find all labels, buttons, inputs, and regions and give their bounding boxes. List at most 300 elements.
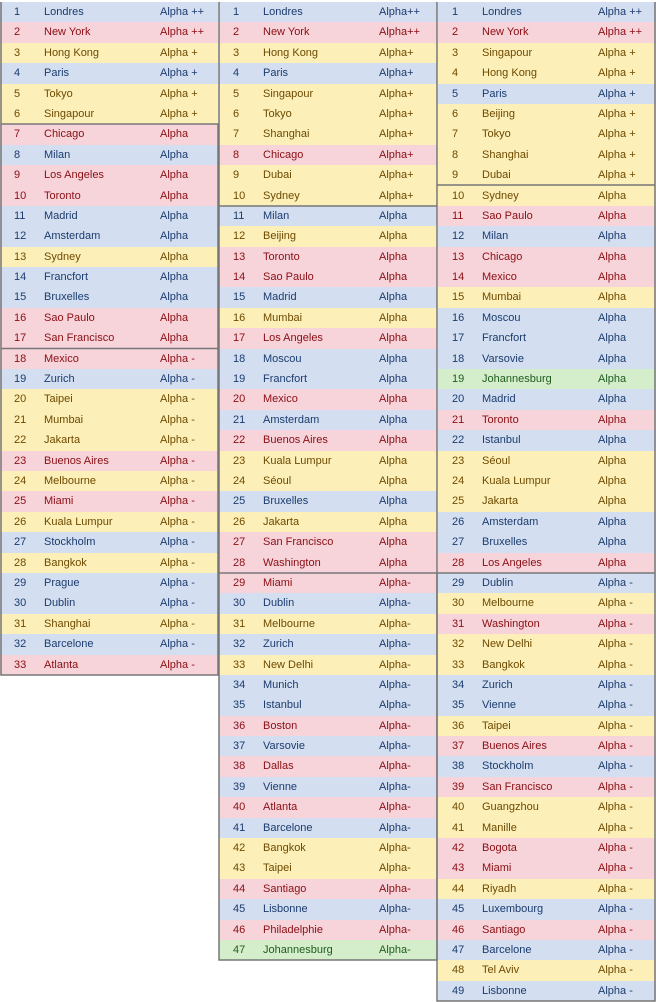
city-cell: Jakarta <box>482 495 519 508</box>
city-cell: Jakarta <box>44 434 81 447</box>
city-cell: Mumbai <box>482 291 522 304</box>
level-cell: Alpha- <box>379 617 411 630</box>
rank-cell: 23 <box>452 454 465 467</box>
level-cell: Alpha <box>379 536 408 549</box>
rank-cell: 4 <box>233 67 240 80</box>
city-cell: Bruxelles <box>482 536 528 549</box>
level-cell: Alpha <box>598 556 627 569</box>
rank-cell: 3 <box>14 46 21 59</box>
level-cell: Alpha ++ <box>160 26 205 39</box>
rank-cell: 16 <box>233 311 246 324</box>
rank-cell: 26 <box>452 515 465 528</box>
rank-cell: 7 <box>233 128 240 141</box>
rank-cell: 15 <box>14 291 27 304</box>
table-row <box>219 349 437 369</box>
rank-cell: 29 <box>14 576 27 589</box>
table-row <box>219 532 437 552</box>
city-cell: Barcelone <box>482 943 532 956</box>
city-cell: Chicago <box>44 128 85 141</box>
rank-cell: 2 <box>452 26 459 39</box>
rank-cell: 30 <box>14 597 27 610</box>
table-row <box>0 43 218 63</box>
city-cell: Shanghai <box>44 617 91 630</box>
level-cell: Alpha + <box>598 169 636 182</box>
table-row <box>219 675 437 695</box>
table-row <box>0 267 218 287</box>
table-row <box>0 491 218 511</box>
rank-cell: 10 <box>14 189 27 202</box>
rank-cell: 20 <box>14 393 27 406</box>
city-cell: Dublin <box>263 597 295 610</box>
level-cell: Alpha - <box>598 740 633 753</box>
table-row <box>438 899 656 919</box>
level-cell: Alpha + <box>160 46 198 59</box>
rank-cell: 8 <box>14 148 21 161</box>
rank-cell: 17 <box>14 332 27 345</box>
rank-cell: 29 <box>452 576 465 589</box>
rank-cell: 10 <box>452 189 465 202</box>
city-cell: Taipei <box>482 719 511 732</box>
table-row <box>438 818 656 838</box>
table-row <box>438 226 656 246</box>
city-cell: New Delhi <box>263 658 314 671</box>
city-cell: Los Angeles <box>44 169 104 182</box>
rank-cell: 13 <box>233 250 246 263</box>
city-cell: Miami <box>263 576 293 589</box>
level-cell: Alpha <box>379 209 408 222</box>
table-row <box>0 145 218 165</box>
level-cell: Alpha <box>379 556 408 569</box>
rank-cell: 38 <box>452 760 465 773</box>
level-cell: Alpha <box>598 332 627 345</box>
rank-cell: 24 <box>233 474 246 487</box>
city-cell: San Francisco <box>44 332 115 345</box>
city-cell: New York <box>263 26 310 39</box>
level-cell: Alpha ++ <box>598 6 643 18</box>
rank-cell: 25 <box>452 495 465 508</box>
table-row <box>219 84 437 104</box>
rank-cell: 49 <box>452 984 465 997</box>
rank-cell: 5 <box>452 87 459 100</box>
city-cell: Lisbonne <box>263 903 308 916</box>
rank-cell: 27 <box>233 536 246 549</box>
table-row <box>438 716 656 736</box>
level-cell: Alpha - <box>160 638 195 651</box>
table-row <box>0 634 218 654</box>
city-cell: Dubai <box>263 169 292 182</box>
city-cell: Santiago <box>263 882 307 895</box>
level-cell: Alpha <box>598 495 627 508</box>
rank-cell: 15 <box>452 291 465 304</box>
city-cell: Barcelone <box>263 821 313 834</box>
level-cell: Alpha - <box>160 617 195 630</box>
rank-cell: 14 <box>233 271 246 284</box>
rank-cell: 6 <box>14 107 21 120</box>
table-row <box>219 410 437 430</box>
city-cell: Varsovie <box>482 352 524 365</box>
rank-cell: 46 <box>452 923 465 936</box>
level-cell: Alpha <box>379 413 408 426</box>
rank-cell: 44 <box>452 882 465 895</box>
table-row <box>219 491 437 511</box>
rank-cell: 1 <box>233 6 240 18</box>
city-cell: Atlanta <box>44 658 79 671</box>
city-cell: Toronto <box>263 250 300 263</box>
level-cell: Alpha- <box>379 678 411 691</box>
city-cell: Amsterdam <box>263 413 320 426</box>
table-row <box>219 777 437 797</box>
table-row <box>219 940 437 960</box>
city-cell: Toronto <box>44 189 81 202</box>
city-cell: Washington <box>482 617 540 630</box>
rank-cell: 13 <box>452 250 465 263</box>
city-cell: Amsterdam <box>44 230 101 243</box>
rank-cell: 36 <box>233 719 246 732</box>
level-cell: Alpha + <box>598 67 636 80</box>
table-row <box>0 63 218 83</box>
city-cell: Taipei <box>263 862 292 875</box>
table-row <box>438 940 656 960</box>
city-cell: Mexico <box>44 352 79 365</box>
table-row <box>219 389 437 409</box>
city-cell: Paris <box>263 67 289 80</box>
table-row <box>438 247 656 267</box>
table-row <box>438 675 656 695</box>
table-row <box>438 2 656 22</box>
rank-cell: 17 <box>452 332 465 345</box>
city-cell: Londres <box>44 6 84 18</box>
city-cell: Chicago <box>482 250 523 263</box>
level-cell: Alpha - <box>160 495 195 508</box>
city-cell: Singapour <box>44 107 95 120</box>
level-cell: Alpha <box>379 271 408 284</box>
table-row <box>219 287 437 307</box>
rank-cell: 17 <box>233 332 246 345</box>
level-cell: Alpha <box>598 434 627 447</box>
level-cell: Alpha - <box>598 638 633 651</box>
city-cell: New Delhi <box>482 638 533 651</box>
city-cell: Munich <box>263 678 299 691</box>
table-row <box>0 124 218 144</box>
ranking-table-1 <box>0 2 218 675</box>
table-row <box>438 165 656 185</box>
table-row <box>219 165 437 185</box>
table-row <box>0 287 218 307</box>
table-row <box>438 369 656 389</box>
table-row <box>438 593 656 613</box>
level-cell: Alpha- <box>379 842 411 855</box>
level-cell: Alpha- <box>379 862 411 875</box>
table-row <box>438 287 656 307</box>
rank-cell: 16 <box>452 311 465 324</box>
level-cell: Alpha <box>160 230 189 243</box>
rank-cell: 44 <box>233 882 246 895</box>
city-cell: Sydney <box>263 189 300 202</box>
level-cell: Alpha <box>160 332 189 345</box>
city-cell: Guangzhou <box>482 801 539 814</box>
level-cell: Alpha++ <box>379 6 420 18</box>
level-cell: Alpha - <box>598 678 633 691</box>
rank-cell: 14 <box>452 271 465 284</box>
level-cell: Alpha <box>598 291 627 304</box>
table-row <box>0 206 218 226</box>
level-cell: Alpha - <box>160 413 195 426</box>
city-cell: Miami <box>44 495 74 508</box>
rank-cell: 47 <box>233 943 246 956</box>
city-cell: Sao Paulo <box>263 271 314 284</box>
city-cell: Beijing <box>263 230 297 243</box>
rank-cell: 9 <box>452 169 459 182</box>
level-cell: Alpha <box>598 454 627 467</box>
level-cell: Alpha - <box>598 882 633 895</box>
city-cell: Hong Kong <box>263 46 319 59</box>
city-cell: Jakarta <box>263 515 300 528</box>
table-row <box>219 104 437 124</box>
city-cell: Stockholm <box>482 760 534 773</box>
city-cell: Miami <box>482 862 512 875</box>
rank-cell: 13 <box>14 250 27 263</box>
table-row <box>0 593 218 613</box>
rank-cell: 32 <box>452 638 465 651</box>
table-row <box>0 512 218 532</box>
table-row <box>0 614 218 634</box>
table-row <box>0 186 218 206</box>
rank-cell: 12 <box>452 230 465 243</box>
level-cell: Alpha ++ <box>598 26 643 39</box>
level-cell: Alpha- <box>379 699 411 712</box>
rank-cell: 1 <box>452 6 459 18</box>
table-row <box>438 512 656 532</box>
level-cell: Alpha + <box>160 67 198 80</box>
table-row <box>438 532 656 552</box>
city-cell: Londres <box>482 6 522 18</box>
table-row <box>219 43 437 63</box>
city-cell: San Francisco <box>263 536 334 549</box>
level-cell: Alpha- <box>379 780 411 793</box>
rank-cell: 35 <box>452 699 465 712</box>
level-cell: Alpha <box>379 515 408 528</box>
table-row <box>438 960 656 980</box>
level-cell: Alpha - <box>160 576 195 589</box>
rank-cell: 7 <box>14 128 21 141</box>
rank-cell: 43 <box>452 862 465 875</box>
rank-cell: 37 <box>452 740 465 753</box>
table-row <box>438 756 656 776</box>
level-cell: Alpha+ <box>379 169 414 182</box>
rank-cell: 35 <box>233 699 246 712</box>
city-cell: Santiago <box>482 923 526 936</box>
rank-cell: 30 <box>233 597 246 610</box>
table-row <box>438 920 656 940</box>
level-cell: Alpha - <box>598 617 633 630</box>
level-cell: Alpha <box>379 454 408 467</box>
table-row <box>0 389 218 409</box>
level-cell: Alpha - <box>160 515 195 528</box>
table-row <box>438 491 656 511</box>
city-cell: Mexico <box>482 271 517 284</box>
table-row <box>438 63 656 83</box>
rank-cell: 21 <box>14 413 27 426</box>
city-cell: Sao Paulo <box>44 311 95 324</box>
table-row <box>219 797 437 817</box>
rank-cell: 24 <box>452 474 465 487</box>
ranking-table-3 <box>438 2 656 1001</box>
rank-cell: 1 <box>14 6 21 18</box>
level-cell: Alpha + <box>598 148 636 161</box>
city-cell: Tokyo <box>482 128 511 141</box>
level-cell: Alpha - <box>598 842 633 855</box>
level-cell: Alpha <box>379 393 408 406</box>
city-cell: Taipei <box>44 393 73 406</box>
level-cell: Alpha <box>379 434 408 447</box>
table-row <box>219 614 437 634</box>
city-cell: Mumbai <box>44 413 84 426</box>
city-cell: Melbourne <box>482 597 534 610</box>
city-cell: Madrid <box>44 209 78 222</box>
city-cell: Varsovie <box>263 740 305 753</box>
level-cell: Alpha <box>160 271 189 284</box>
rank-cell: 2 <box>233 26 240 39</box>
rank-cell: 31 <box>233 617 246 630</box>
city-cell: Vienne <box>482 699 517 712</box>
city-cell: Singapour <box>263 87 314 100</box>
table-row <box>219 879 437 899</box>
city-cell: Johannesburg <box>482 373 552 386</box>
table-row <box>438 451 656 471</box>
level-cell: Alpha <box>379 250 408 263</box>
city-cell: Toronto <box>482 413 519 426</box>
rank-cell: 11 <box>452 209 464 222</box>
table-row <box>219 369 437 389</box>
city-cell: Mexico <box>263 393 298 406</box>
city-cell: Bangkok <box>482 658 525 671</box>
city-cell: Bruxelles <box>263 495 309 508</box>
table-row <box>438 838 656 858</box>
rank-cell: 23 <box>233 454 246 467</box>
rank-cell: 25 <box>233 495 246 508</box>
city-cell: Hong Kong <box>482 67 538 80</box>
level-cell: Alpha - <box>160 474 195 487</box>
rank-cell: 33 <box>233 658 246 671</box>
level-cell: Alpha - <box>598 719 633 732</box>
rank-cell: 31 <box>14 617 27 630</box>
rank-cell: 16 <box>14 311 27 324</box>
rank-cell: 28 <box>14 556 27 569</box>
table-row <box>0 22 218 42</box>
rank-cell: 45 <box>233 903 246 916</box>
table-row <box>438 349 656 369</box>
level-cell: Alpha <box>160 169 189 182</box>
table-row <box>438 634 656 654</box>
city-cell: Paris <box>44 67 70 80</box>
level-cell: Alpha - <box>598 821 633 834</box>
city-cell: Dallas <box>263 760 294 773</box>
city-cell: Beijing <box>482 107 516 120</box>
table-row <box>438 879 656 899</box>
ranking-table-2 <box>219 2 437 960</box>
level-cell: Alpha- <box>379 943 411 956</box>
rank-cell: 15 <box>233 291 246 304</box>
level-cell: Alpha <box>379 230 408 243</box>
level-cell: Alpha + <box>598 46 636 59</box>
table-row <box>438 981 656 1001</box>
table-row <box>219 736 437 756</box>
city-cell: Sao Paulo <box>482 209 533 222</box>
table-row <box>219 695 437 715</box>
level-cell: Alpha - <box>598 862 633 875</box>
table-row <box>438 186 656 206</box>
level-cell: Alpha+ <box>379 128 414 141</box>
table-row <box>0 430 218 450</box>
city-cell: Luxembourg <box>482 903 544 916</box>
table-row <box>219 899 437 919</box>
table-row <box>0 655 218 675</box>
table-row <box>219 267 437 287</box>
level-cell: Alpha - <box>598 576 633 589</box>
level-cell: Alpha+ <box>379 107 414 120</box>
city-cell: New York <box>482 26 529 39</box>
city-cell: Londres <box>263 6 303 18</box>
table-row <box>438 389 656 409</box>
level-cell: Alpha <box>160 128 189 141</box>
rank-cell: 24 <box>14 474 27 487</box>
rank-cell: 19 <box>452 373 465 386</box>
city-cell: Washington <box>263 556 321 569</box>
level-cell: Alpha <box>598 536 627 549</box>
table-row <box>219 247 437 267</box>
level-cell: Alpha- <box>379 638 411 651</box>
table-row <box>438 573 656 593</box>
table-row <box>219 593 437 613</box>
rank-cell: 5 <box>233 87 240 100</box>
rank-cell: 40 <box>233 801 246 814</box>
level-cell: Alpha <box>379 311 408 324</box>
rank-cell: 28 <box>233 556 246 569</box>
level-cell: Alpha <box>379 332 408 345</box>
level-cell: Alpha - <box>598 984 633 997</box>
table-row <box>219 858 437 878</box>
rank-cell: 45 <box>452 903 465 916</box>
level-cell: Alpha + <box>598 128 636 141</box>
level-cell: Alpha+ <box>379 67 414 80</box>
city-cell: Zurich <box>482 678 513 691</box>
city-cell: Zurich <box>263 638 294 651</box>
city-cell: Chicago <box>263 148 304 161</box>
city-cell: Atlanta <box>263 801 298 814</box>
rank-cell: 21 <box>452 413 465 426</box>
level-cell: Alpha <box>598 271 627 284</box>
table-row <box>438 124 656 144</box>
table-row <box>438 267 656 287</box>
level-cell: Alpha- <box>379 597 411 610</box>
rank-cell: 37 <box>233 740 246 753</box>
city-cell: Francfort <box>263 373 308 386</box>
table-row <box>219 2 437 22</box>
level-cell: Alpha - <box>160 597 195 610</box>
level-cell: Alpha - <box>598 964 633 977</box>
level-cell: Alpha - <box>160 352 195 365</box>
city-cell: Madrid <box>482 393 516 406</box>
rank-cell: 25 <box>14 495 27 508</box>
rank-cell: 33 <box>14 658 27 671</box>
level-cell: Alpha- <box>379 882 411 895</box>
table-row <box>438 206 656 226</box>
level-cell: Alpha - <box>160 556 195 569</box>
level-cell: Alpha - <box>598 699 633 712</box>
level-cell: Alpha - <box>160 393 195 406</box>
table-row <box>438 410 656 430</box>
level-cell: Alpha <box>598 413 627 426</box>
